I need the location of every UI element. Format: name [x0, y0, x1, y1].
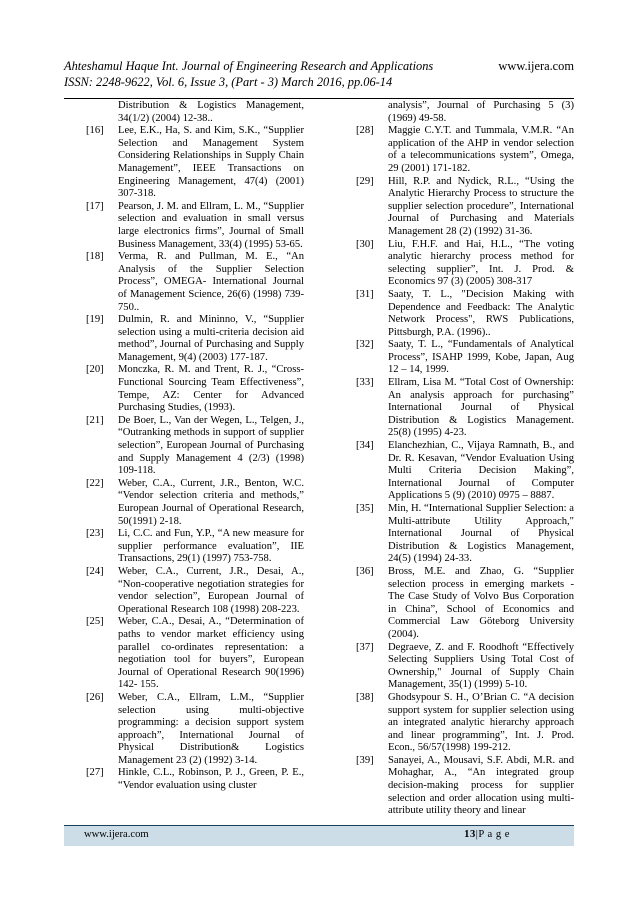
reference-entry — [86, 125, 304, 201]
issn-line: ISSN: 2248-9622, Vol. 6, Issue 3, (Part - 3) March 2016, pp.06-14 — [64, 75, 393, 89]
reference-entry — [356, 289, 574, 339]
reference-number: [30] — [356, 238, 374, 250]
reference-text: Monczka, R. M. and Trent, R. J., “Cross-Functional Sourcing Team Effectiveness”, Tempe, AZ: Center for Advanced Purchasing Studies, (1993). — [118, 364, 304, 414]
reference-entry — [356, 440, 574, 503]
reference-number: [24] — [86, 565, 104, 577]
reference-number: [34] — [356, 440, 374, 452]
reference-entry — [356, 100, 574, 125]
reference-number: [16] — [86, 125, 104, 137]
reference-entry — [86, 201, 304, 251]
reference-text: Ghodsypour S. H., O’Brian C. “A decision support system for supplier selection using an integrated analytic hierarchy approach and linear programming”, Int. J. Prod. Econ., 56/57(1998) 199-212. — [388, 691, 574, 754]
reference-text: Pearson, J. M. and Ellram, L. M., “Supplier selection and evaluation in small versus large electronics firms”, Journal of Small Business Management, 33(4) (1995) 53-65. — [118, 200, 304, 250]
page-number — [464, 829, 510, 840]
reference-text: Min, H. “International Supplier Selection: a Multi-attribute Utility Approach," International Journal of Physical Distribution & Logistics Management, 24(5) (1994) 24-33. — [388, 503, 574, 565]
reference-number: [31] — [356, 288, 374, 300]
reference-entry — [86, 314, 304, 364]
reference-number: [38] — [356, 691, 374, 703]
reference-text: Weber, C.A., Current, J.R., Benton, W.C. “Vendor selection criteria and methods,” European Journal of Operational Research, 50(1991) 2-18. — [118, 477, 304, 527]
reference-number: [17] — [86, 200, 104, 212]
reference-text: analysis”, Journal of Purchasing 5 (3) (1969) 49-58. — [388, 100, 574, 124]
reference-entry — [86, 478, 304, 528]
reference-entry — [356, 503, 574, 566]
reference-entry — [86, 767, 304, 792]
reference-text: Maggie C.Y.T. and Tummala, V.M.R. “An application of the AHP in vendor selection of a telecommunications system”, Omega, 29 (2001) 171-182. — [388, 125, 574, 174]
journal-title: Ahteshamul Haque Int. Journal of Engineering Research and Applications — [64, 59, 434, 73]
header-rule — [64, 98, 574, 99]
reference-text: Hill, R.P. and Nydick, R.L., “Using the Analytic Hierarchy Process to structure the supplier selection procedure”, International Journal of Purchasing and Materials Management 28 (2) (1992) 31-36. — [388, 175, 574, 237]
reference-text: Sanayei, A., Mousavi, S.F. Abdi, M.R. and Mohaghar, A., “An integrated group decision-making process for supplier selection and order allocation using multi-attribute utility theory and linear — [388, 754, 574, 817]
reference-text: Degraeve, Z. and F. Roodhoft “Effectively Selecting Suppliers Using Total Cost of Ownership," Journal of Supply Chain Management, 35(1) (1999) 5-10. — [388, 641, 574, 691]
reference-entry — [356, 755, 574, 818]
reference-text: Weber, C.A., Ellram, L.M., “Supplier selection using multi-objective programming: a decision support system approach”, International Journal of Physical Distribution& Logistics Management 23 (2) (1992) 3-14. — [118, 691, 304, 766]
reference-entry — [86, 528, 304, 566]
reference-number: [25] — [86, 616, 104, 628]
reference-text: Li, C.C. and Fun, Y.P., “A new measure for supplier performance evaluation”, IIE Transactions, 29(1) (1997) 753-758. — [118, 528, 304, 565]
reference-text: Weber, C.A., Desai, A., “Determination of paths to vendor market efficiency using parallel co-ordinates representation: a negotiation tool for buyers”, European Journal of Operational Research 90(1996) 142- 155. — [118, 616, 304, 691]
reference-entry — [86, 692, 304, 768]
reference-text: Saaty, T. L., “Fundamentals of Analytical Process”, ISAHP 1999, Kobe, Japan, Aug 12 – 14, 1999. — [388, 339, 574, 376]
page-footer — [64, 825, 574, 846]
reference-entry — [356, 692, 574, 755]
reference-entry — [356, 239, 574, 289]
reference-text: Saaty, T. L., "Decision Making with Dependence and Feedback: The Analytic Network Process", RWS Publications, Pittsburgh, P.A. (1996).. — [388, 288, 574, 338]
reference-entry — [86, 566, 304, 616]
reference-entry — [356, 125, 574, 175]
reference-text: Weber, C.A., Current, J.R., Desai, A., “Non-cooperative negotiation strategies for vendor selection”, European Journal of Operational Research 108 (1998) 208-223. — [118, 565, 304, 615]
reference-number: [23] — [86, 528, 104, 540]
reference-number: [29] — [356, 175, 374, 187]
reference-entry — [86, 100, 304, 125]
reference-text: Distribution & Logistics Management, 34(1/2) (2004) 12-38.. — [118, 100, 304, 124]
reference-text: Ellram, Lisa M. “Total Cost of Ownership: An analysis approach for purchasing” International Journal of Physical Distribution & Logistics Management. 25(8) (1995) 4-23. — [388, 377, 574, 439]
reference-number: [33] — [356, 377, 374, 389]
reference-entry — [356, 339, 574, 377]
reference-number: [21] — [86, 414, 104, 426]
page-label: |P a g e — [475, 829, 510, 840]
footer-site[interactable]: www.ijera.com — [84, 829, 149, 840]
reference-number: [36] — [356, 565, 374, 577]
references-left-column — [86, 100, 304, 793]
reference-text: Dulmin, R. and Mininno, V., “Supplier selection using a multi-criteria decision aid method”, Journal of Purchasing and Supply Management, 9(4) (2003) 177-187. — [118, 314, 304, 363]
reference-number: [35] — [356, 503, 374, 514]
reference-text: De Boer, L., Van der Wegen, L., Telgen, J., “Outranking methods in support of supplier selection”, European Journal of Purchasing and Supply Management 4 (2/3) (1998) 109-118. — [118, 414, 304, 477]
references-right-column — [356, 100, 574, 818]
reference-number: [26] — [86, 691, 104, 703]
reference-entry — [86, 251, 304, 314]
reference-entry — [356, 642, 574, 692]
reference-entry — [86, 415, 304, 478]
reference-entry — [86, 616, 304, 692]
reference-entry — [356, 176, 574, 239]
journal-url[interactable]: www.ijera.com — [498, 59, 574, 73]
reference-number: [27] — [86, 767, 104, 779]
reference-number: [32] — [356, 339, 374, 351]
reference-text: Bross, M.E. and Zhao, G. “Supplier selection process in emerging markets - The Case Study of Volvo Bus Corporation in China”, School of Economics and Commercial Law Göteborg University (2004). — [388, 565, 574, 640]
reference-text: Elanchezhian, C., Vijaya Ramnath, B., and Dr. R. Kesavan, “Vendor Evaluation Using Multi Criteria Decision Making”, International Journal of Computer Applications 5 (9) (2010) 0975 – 8887. — [388, 440, 574, 502]
reference-number: [20] — [86, 364, 104, 376]
reference-entry — [86, 364, 304, 414]
reference-entry — [356, 566, 574, 642]
page-header — [64, 58, 574, 90]
reference-number: [22] — [86, 477, 104, 489]
reference-number: [19] — [86, 314, 104, 326]
reference-number: [18] — [86, 251, 104, 263]
reference-number: [37] — [356, 641, 374, 653]
reference-text: Lee, E.K., Ha, S. and Kim, S.K., “Supplier Selection and Management System Considering Relationships in Supply Chain Management”, IEEE Transactions on Engineering Management, 47(4) (2001) 307-318. — [118, 125, 304, 200]
reference-entry — [356, 377, 574, 440]
reference-number: [39] — [356, 754, 374, 766]
page-number-value: 13 — [464, 829, 476, 840]
reference-text: Hinkle, C.L., Robinson, P. J., Green, P. E., “Vendor evaluation using cluster — [118, 767, 304, 792]
reference-number: [28] — [356, 125, 374, 137]
reference-text: Liu, F.H.F. and Hai, H.L., “The voting analytic hierarchy process method for selecting supplier”, Int. J. Prod. & Economics 97 (3) (2005) 308-317 — [388, 238, 574, 288]
reference-text: Verma, R. and Pullman, M. E., “An Analysis of the Supplier Selection Process”, OMEGA- International Journal of Management Science, 26(6) (1998) 739-750.. — [118, 251, 304, 313]
